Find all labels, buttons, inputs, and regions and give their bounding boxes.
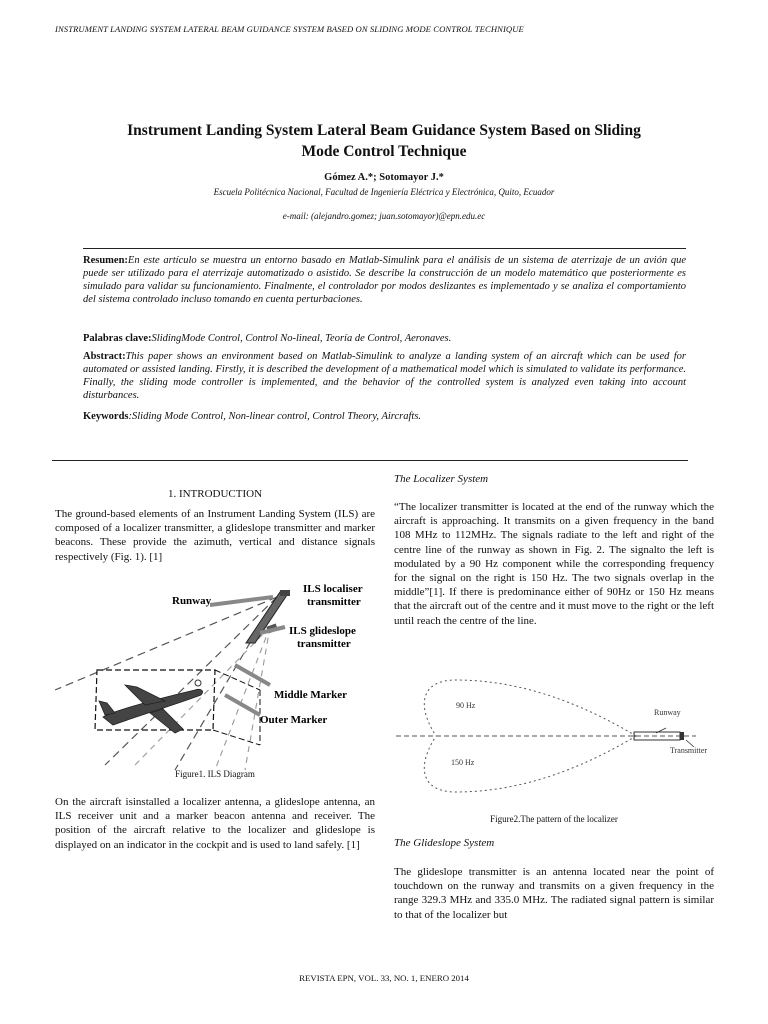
fig1-localiser-label: ILS localiser [303,583,363,595]
resumen-label: Resumen: [83,255,128,266]
fig2-transmitter-label: Transmitter [670,746,708,755]
abstract-label: Abstract: [83,351,126,362]
figure-2-localizer-pattern [396,670,716,800]
running-header: INSTRUMENT LANDING SYSTEM LATERAL BEAM GUIDANCE SYSTEM BASED ON SLIDING MODE CONTROL TECHNIQUE [55,24,524,34]
transmitter-mark [680,732,684,740]
resumen-text: En este artículo se muestra un entorno basado en Matlab-Simulink para el análisis de un sistema de aterrizaje de un avión que puede ser utilizado para el aterrizaje automatizado o asistido. Se describe la construcción de un modelo matemático que posteriormente es simulado para validar su funcionamiento. Finalmente, el controlador por modos deslizantes es implementado y se analiza el comportamiento del sistema controlado incluso tomando en cuenta perturbaciones. [83,255,686,305]
fig1-middle-marker-label: Middle Marker [274,689,348,701]
localizer-paragraph: “The localizer transmitter is located at the end of the runway which the aircraft is approaching. It transmits on a given frequency in the band 108 MHz to 112MHz. The signals radiate to the left and right of the centre line of the runway as shown in Fig. 2. The signalto the left is modulated by a 90 Hz component while the corresponding frequency for the signal on the right is 150 Hz. The two signals overlap in the middle”[1]. If there is predominance either of 90Hz or 150 Hz means that the aircraft out of the centre and it must move to the right or the left until reach the centre of the line. [394,501,714,627]
title-line-2: Mode Control Technique [301,143,467,160]
palabras-clave [83,332,686,345]
fig2-90hz-label: 90 Hz [456,701,476,710]
glideslope-paragraph: The glideslope transmitter is an antenna located near the point of touchdown on the runway and transmits on a given frequency in the range 329.3 MHz and 335.0 MHz. The radiated signal pattern is similar to that of the localizer but [394,866,714,921]
fig1-localiser-transmitter-label: transmitter [307,596,361,608]
glideslope-heading: The Glideslope System [394,837,495,849]
localizer-beams [55,597,277,770]
title-line-1: Instrument Landing System Lateral Beam Guidance System Based on Sliding [127,122,641,139]
middle-marker-icon [195,680,201,686]
abstract-bottom-rule [52,460,688,461]
paper-title [60,120,708,162]
fig1-glideslope-label: ILS glideslope [289,625,356,637]
affiliation: Escuela Politécnica Nacional, Facultad de Ingeniería Eléctrica y Electrónica, Quito, Ecuador [213,187,555,197]
keywords-label: Keywords [83,411,129,422]
localiser-transmitter-box [280,590,290,596]
authors: Gómez A.*; Sotomayor J.* [324,172,444,183]
palabras-text: SlidingMode Control, Control No-lineal, Teoría de Control, Aeronaves. [151,333,452,344]
page-footer: REVISTA EPN, VOL. 33, NO. 1, ENERO 2014 [299,973,469,983]
abstract-paragraph [83,350,686,402]
fig1-glideslope-transmitter-label: transmitter [297,638,351,650]
localizer-heading: The Localizer System [394,473,489,485]
palabras-label: Palabras clave: [83,333,152,344]
fig1-outer-marker-label: Outer Marker [260,714,328,726]
fig1-runway-label: Runway [172,595,212,607]
figure-1-ils-diagram [55,575,380,775]
fig2-runway-label: Runway [654,708,681,717]
abstract-text: This paper shows an environment based on Matlab-Simulink to analyze a landing system of an aircraft which can be used for automated or assisted landing. Firstly, it is described the development of a mathematical model which is simulated to validate its performance. Finally, the sliding mode controller is implemented, and the behavior of the controlled system is analyzed even taking into account disturbances. [83,351,686,401]
keywords [83,410,686,423]
figure-2-caption: Figure2.The pattern of the localizer [490,814,618,824]
aircraft-icon [99,685,203,733]
intro-paragraph: The ground-based elements of an Instrument Landing System (ILS) are composed of a localizer transmitter, a glideslope transmitter and marker beacons. These provide the azimuth, vertical and distance signals respectively (Fig. 1). [1] [55,508,375,563]
abstract-top-rule [83,248,686,249]
resumen-paragraph [83,254,686,306]
email: e-mail: (alejandro.gomez; juan.sotomayor)@epn.edu.ec [282,211,486,221]
intro-heading: 1. INTRODUCTION [167,488,263,500]
figure-1-caption: Figure1. ILS Diagram [175,769,255,779]
aircraft-paragraph: On the aircraft isinstalled a localizer antenna, a glideslope antenna, an ILS receiver unit and a marker beacon antenna and receiver. The position of the aircraft relative to the localizer and glideslope is displayed on an indicator in the cockpit and is used to land safely. [1] [55,796,375,851]
fig2-150hz-label: 150 Hz [451,758,475,767]
keywords-text: :Sliding Mode Control, Non-linear control, Control Theory, Aircrafts. [128,411,422,422]
